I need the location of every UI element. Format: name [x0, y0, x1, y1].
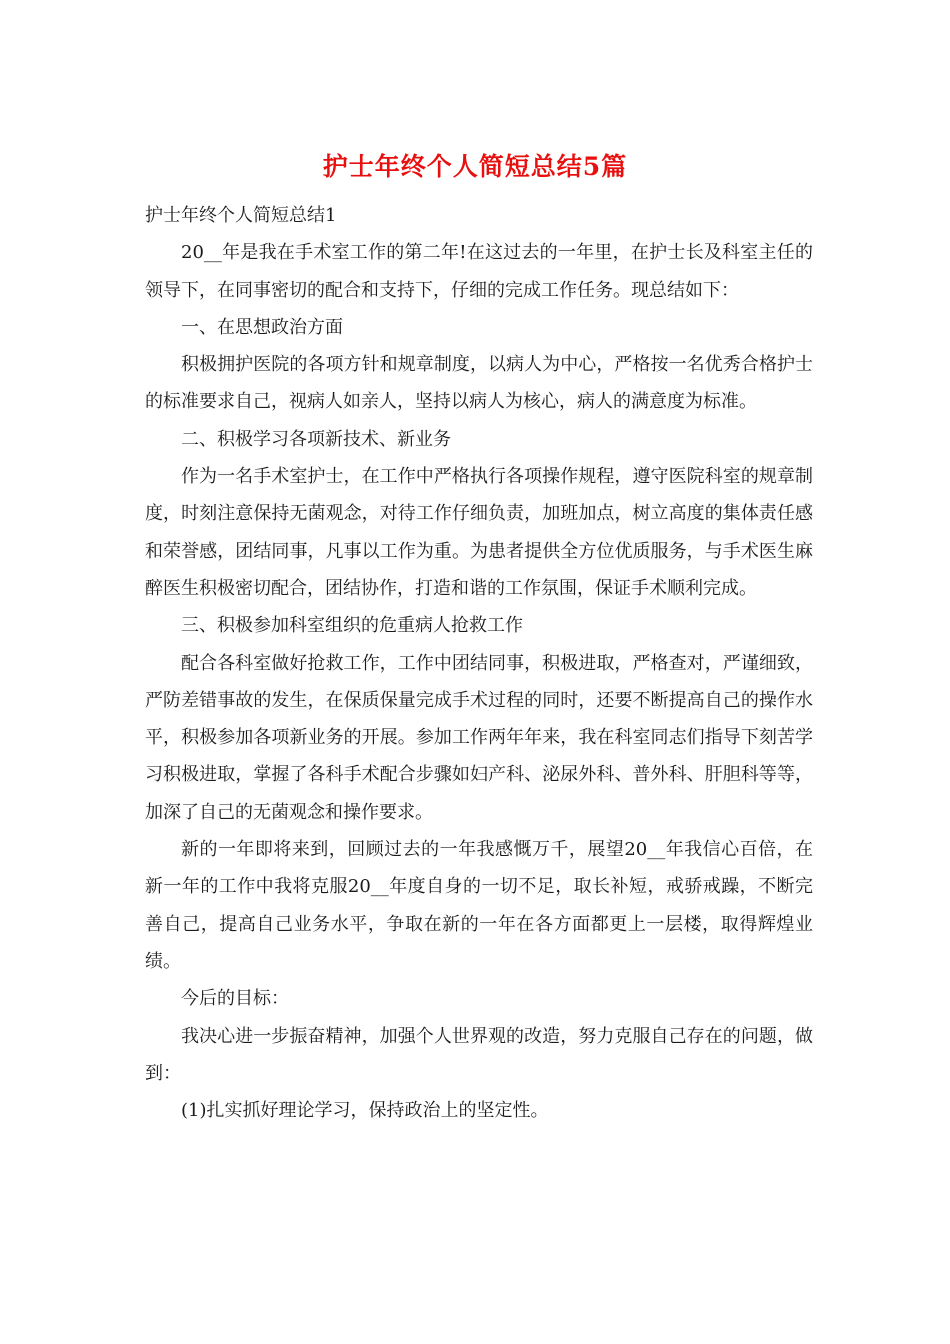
paragraph: 配合各科室做好抢救工作，工作中团结同事，积极进取，严格查对，严谨细致，严防差错事故的发生，在保质保量完成手术过程的同时，还要不断提高自己的操作水平，积极参加各项新业务的开展。参加工作两年年来，我在科室同志们指导下刻苦学习积极进取，掌握了各科手术配合步骤如妇产科、泌尿外科、普外科、肝胆科等等，加深了自己的无菌观念和操作要求。: [145, 652, 813, 823]
document-title: 护士年终个人简短总结5篇: [322, 152, 628, 181]
paragraph: 我决心进一步振奋精神，加强个人世界观的改造，努力克服自己存在的问题，做到：: [145, 1025, 813, 1084]
paragraph: 积极拥护医院的各项方针和规章制度，以病人为中心，严格按一名优秀合格护士的标准要求自己，视病人如亲人，坚持以病人为核心，病人的满意度为标准。: [145, 354, 813, 413]
list-item: (1)扎实抓好理论学习，保持政治上的坚定性。: [181, 1100, 549, 1122]
section-heading: 二、积极学习各项新技术、新业务: [181, 428, 451, 450]
section-heading: 三、积极参加科室组织的危重病人抢救工作: [181, 615, 523, 637]
section-subtitle: 护士年终个人简短总结1: [145, 205, 337, 226]
document-body: [145, 197, 813, 1129]
paragraph: 新的一年即将来到，回顾过去的一年我感慨万千，展望20__年我信心百倍，在新一年的工作中我将克服20__年度自身的一切不足，取长补短，戒骄戒躁，不断完善自己，提高自己业务水平，争取在新的一年在各方面都更上一层楼，取得辉煌业绩。: [145, 839, 813, 972]
paragraph: 作为一名手术室护士，在工作中严格执行各项操作规程，遵守医院科室的规章制度，时刻注意保持无菌观念，对待工作仔细负责，加班加点，树立高度的集体责任感和荣誉感，团结同事，凡事以工作为重。为患者提供全方位优质服务，与手术医生麻醉医生积极密切配合，团结协作，打造和谐的工作氛围，保证手术顺利完成。: [145, 466, 813, 599]
paragraph: 20__年是我在手术室工作的第二年!在这过去的一年里，在护士长及科室主任的领导下，在同事密切的配合和支持下，仔细的完成工作任务。现总结如下：: [145, 242, 813, 301]
section-heading: 一、在思想政治方面: [181, 316, 343, 338]
section-heading: 今后的目标：: [181, 988, 289, 1010]
